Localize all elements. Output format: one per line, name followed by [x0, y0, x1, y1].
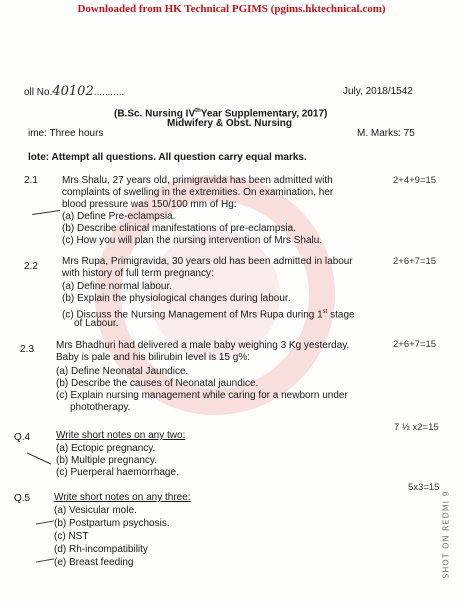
q1-item: (b) Describe clinical manifestations of pre-eclampsia.: [62, 223, 296, 234]
q4-number: Q.4: [14, 432, 31, 443]
instruction-note: lote: Attempt all questions. All question carry equal marks.: [28, 152, 307, 163]
q5-marks: 5x3=15: [408, 482, 440, 493]
q5-item: (b) Postpartum psychosis.: [54, 518, 170, 529]
q2-line: Mrs Rupa, Primigravida, 30 years old has been admitted in labour: [62, 256, 353, 267]
q1-line: blood pressure was 150/100 mm of Hg:: [62, 199, 237, 210]
q3-line: Baby is pale and his bilirubin level is 15 g%:: [56, 352, 250, 363]
camera-watermark-text: SHOT ON REDMI 9: [441, 490, 451, 579]
pen-mark: [36, 558, 54, 562]
q2-item-cont: of Labour.: [74, 318, 119, 329]
q3-number: 2.3: [20, 344, 34, 355]
q4-item: (c) Puerperal haemorrhage.: [56, 467, 179, 478]
q5-number: Q.5: [14, 493, 31, 504]
download-banner: Downloaded from HK Technical PGIMS (pgims.hktechnical.com): [77, 3, 386, 15]
q3-item: (b) Describe the causes of Neonatal jaundice.: [56, 378, 259, 389]
camera-watermark: [436, 470, 451, 600]
q3-item-cont: phototherapy.: [70, 402, 131, 413]
roll-dots: ...........: [93, 87, 125, 98]
pen-mark: [32, 210, 60, 215]
q5-item: (e) Breast feeding: [54, 557, 134, 568]
q2-sup: st: [322, 309, 328, 315]
pen-mark: [27, 453, 51, 465]
q2-item: (a) Define normal labour.: [62, 281, 173, 292]
q3-marks: 2+6+7=15: [393, 339, 437, 350]
q5-item: (d) Rh-incompatibility: [54, 544, 148, 555]
q4-item: (b) Multiple pregnancy.: [56, 455, 157, 466]
q5-heading: Write short notes on any three:: [54, 492, 191, 503]
q3-line: Mrs Bhadhuri had delivered a male baby weighing 3 Kg yesterday.: [56, 340, 350, 351]
q3-item: (c) Explain nursing management while caring for a newborn under: [56, 390, 348, 401]
roll-label: oll No.: [24, 87, 53, 98]
title-rest: Year Supplementary, 2017): [200, 108, 328, 120]
q5-item: (a) Vesicular mole.: [54, 505, 137, 516]
q2-number: 2.2: [24, 261, 38, 272]
q4-item: (a) Ectopic pregnancy.: [56, 443, 156, 454]
q2-item-tail: stage: [327, 309, 355, 321]
title-sup: th: [195, 108, 201, 114]
roll-number: [24, 86, 124, 99]
subject: Midwifery & Obst. Nursing: [167, 118, 293, 129]
q2-marks: 2+6+7=15: [393, 256, 437, 267]
q2-line: with history of full term pregnancy:: [62, 268, 214, 279]
date-code: July, 2018/1542: [343, 86, 413, 97]
time-allowed: ime: Three hours: [28, 128, 104, 139]
q1-line: Mrs Shalu, 27 years old, primigravida has been admitted with: [62, 175, 333, 186]
q1-line: complaints of swelling in the extremities. On examination, her: [62, 187, 334, 198]
q4-heading: Write short notes on any two:: [56, 430, 186, 441]
q1-item: (a) Define Pre-eclampsia.: [62, 211, 176, 222]
roll-handwritten: 40102: [52, 84, 94, 99]
q5-item: (c) NST: [54, 531, 89, 542]
pen-mark: [36, 520, 54, 524]
q3-item: (a) Define Neonatal Jaundice.: [56, 366, 189, 377]
q2-item-text: (c) Discuss the Nursing Management of Mrs Rupa during 1: [62, 309, 323, 321]
q1-item: (c) How you will plan the nursing intervention of Mrs Shalu.: [62, 235, 323, 246]
title-part: (B.Sc. Nursing IV: [114, 108, 196, 120]
q2-item: (b) Explain the physiological changes during labour.: [62, 293, 291, 304]
q1-marks: 2+4+9=15: [393, 175, 437, 186]
q1-number: 2.1: [24, 175, 38, 186]
q4-marks: 7 ½ x2=15: [394, 422, 439, 433]
max-marks: M. Marks: 75: [357, 128, 415, 139]
